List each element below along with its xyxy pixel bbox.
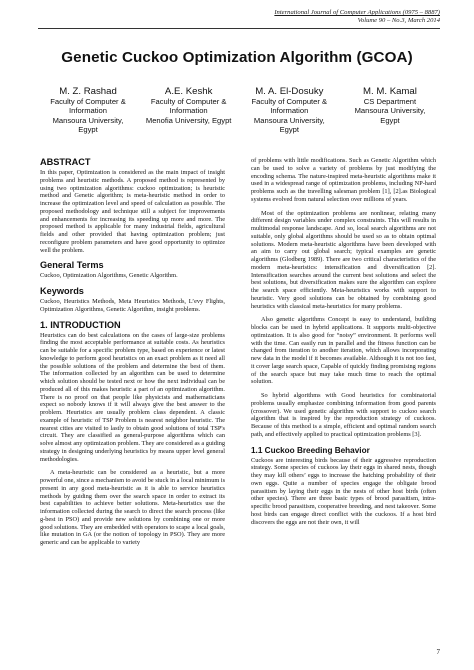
cuckoo-breeding-heading: 1.1 Cuckoo Breeding Behavior bbox=[251, 445, 370, 455]
author-affiliation-line: CS Department bbox=[363, 97, 417, 106]
author-block bbox=[40, 86, 438, 134]
abstract-heading: ABSTRACT bbox=[40, 157, 91, 167]
journal-volume: Volume 90 – No.3, March 2014 bbox=[357, 17, 440, 24]
header-divider bbox=[38, 28, 440, 29]
author-affiliation-line: Mansoura University, bbox=[354, 106, 426, 116]
author-name: A.E. Keshk bbox=[164, 86, 213, 97]
author-affiliation-line: Egypt bbox=[279, 124, 300, 134]
left-column bbox=[40, 157, 225, 547]
general-terms-heading: General Terms bbox=[40, 260, 104, 271]
abstract-text: In this paper, Optimization is considered as the main impact of insight problems and heuristic methods. A proposed method is represented by using two optimization algorithms: cuckoo optimization; is heuristic method and Genetic algorithm; is meta-heuristic method in order to increase the optimization level and speed of calculation as possible. The proposed methodology and technique still a subject for improvements and enhancements for increasing its speeding up more and more. The proposed method is applicable for many industrial fields, agricultural fields and other provided that having optimization problem; just reconfigure problem parameters and have good opportunity to optimize well the problem. bbox=[40, 169, 225, 254]
page-number: 7 bbox=[436, 648, 440, 656]
body-paragraph: of problems with little modifications. Such as Genetic Algorithm which can be used to solve a variety of problems by just modifying the encoding schema. The nature-inspired meta-heuristic algorithms make it used in a widespread range of optimization problems, including NP-hard problems such as the travelling salesman problem [1], [2].as Biological systems evolved from natural selection over millions of years. bbox=[251, 157, 436, 203]
author bbox=[40, 86, 136, 134]
introduction-paragraph: Heuristics can do best calculations on the cases of large-size problems finding the most acceptable performance at suitable costs. As heuristics can be suitable for a specific problem type, based on experience or latest knowledge to perform good heuristics on an exact problem as it need all the possible solutions of the problem and determine the best of them. The information collected by an algorithm can be used to determine which solution should be tested next or how the next individual can be produced all of this makes heuristic a part of an optimization algorithm. There is no proof on that people like physicists and mathematicians expect so nobody knows if it will always give the best answer to the problem. Heuristics are usually problem class dependent. A classic example of heuristic of TSP Problem is nearest neighbor heuristic. The nearest cities are visited to lastly to obtain good solutions of total TSP's circuit. They are classified as general-purpose algorithms which can solve almost any optimization problem. They are considered as a guiding strategy in designing underlying heuristics by means upper level general methodologies. bbox=[40, 331, 225, 463]
paper-title: Genetic Cuckoo Optimization Algorithm (GCOA) bbox=[61, 49, 413, 66]
body-paragraph: So hybrid algorithms with Good heuristics for combinatorial problems usually emphasize combining information from good parents (crossover). We used genetic algorithm with support to cuckoo search algorithm that is inspired by the reproduction strategy of cuckoos. Because of this method is a simple, efficient and optimal random search path, and effectively applied to practical optimization problems [3]. bbox=[251, 392, 436, 438]
author-affiliation-line: Egypt bbox=[78, 124, 98, 134]
introduction-heading: 1. INTRODUCTION bbox=[40, 319, 121, 330]
author-affiliation-line: Faculty of Computer & bbox=[251, 97, 328, 106]
cuckoo-breeding-text: Cuckoos are interesting birds because of their aggressive reproduction strategy. Some species of cuckoos lay their eggs in shared nests, though they may kill others’ eggs to increase the hatching probability of their own eggs. Quite a number of species engage the obligate brood parasitism by laying their eggs in the nests of other host birds (often other species). There are three basic types of brood parasitism, intra-specific brood parasitism, cooperative breeding, and nest takeover. Some host birds can engage direct conflict with the cuckoos. If a host bird discovers the eggs are not their own, it will bbox=[251, 456, 436, 526]
author-affiliation-line: Egypt bbox=[380, 115, 400, 125]
author-affiliation-line: Information bbox=[270, 106, 309, 116]
author-affiliation-line: Information bbox=[69, 106, 107, 116]
author-name: M. A. El-Dosuky bbox=[255, 86, 324, 97]
general-terms-text: Cuckoo, Optimization Algorithms, Genetic Algorithm. bbox=[40, 272, 178, 280]
body-paragraph: Most of the optimization problems are nonlinear, relating many different design variables under complex constraints. This will results in multimodal response landscape. And so, local search algorithms are not suitable, only global algorithms should be used so as to obtain optimal solutions. Modern meta-heuristic algorithms have been developed with an aim to carry out global search; typical examples are genetic algorithms (Glodberg 1989). There are two critical characteristics of the modern meta-heuristics: intensification and diversification [2]. Intensification searches around the current best solutions and select the best solutions, but diversification makes sure the algorithm can explore the search space efficiently. Meta-heuristics works with support to heuristic. Very good solutions can be obtained by combining good heuristics with classical meta-heuristics for many problems. bbox=[251, 209, 436, 310]
author bbox=[141, 86, 237, 134]
body-paragraph: Also genetic algorithms Concept is easy to understand, building blocks can be used in hybrid applications. It supports multi-objective optimization. It is also good for “noisy” environment. It performs well with the time. Can easily run in parallel and the fitness function can be changed from iteration to another iteration, which allows incorporating new data in the model if it becomes available. Although it is not too fast, it cover large search space, Capable of quickly finding promising regions of the search space but may take much time to reach the optimal solution. bbox=[251, 316, 436, 386]
author-affiliation-line: Mansoura University, bbox=[52, 115, 124, 125]
author-name: M. M. Kamal bbox=[363, 86, 417, 97]
author-name: M. Z. Rashad bbox=[59, 86, 117, 97]
author-affiliation-line: Menofia University, Egypt bbox=[145, 115, 232, 125]
journal-header bbox=[274, 9, 440, 25]
introduction-paragraph: A meta-heuristic can be considered as a heuristic, but a more powerful one, since a mechanism to avoid be stuck in a local minimum is present in any good meta-heuristic as it is able to service heuristics methods by guiding them over the search space in order to extract its best capabilities to achieve better solutions. Meta-heuristics use the information collected during the search to direct the search process (like g-best in PSO) and provide new solutions by combining one or more good solutions. They are embedded with operators to scape a local goals, like mutation in GA (or the notion of topology in PSO). They are more generic and can be applicable to variety bbox=[40, 469, 226, 546]
author-affiliation-line: Information bbox=[169, 106, 208, 116]
author bbox=[241, 86, 337, 134]
right-column bbox=[251, 157, 436, 526]
keywords-heading: Keywords bbox=[40, 286, 84, 296]
journal-name: International Journal of Computer Applications (0975 – 8887) bbox=[274, 9, 440, 16]
author-affiliation-line: Faculty of Computer & bbox=[150, 97, 227, 106]
author-affiliation-line: Faculty of Computer & bbox=[50, 97, 126, 106]
author bbox=[342, 86, 438, 134]
keywords-text: Cuckoo, Heuristics Methods, Meta Heuristics Methods, L’evy Flights, Optimization Algorithms, Genetic Algorithm, insight problems. bbox=[40, 298, 225, 313]
author-affiliation-line: Mansoura University, bbox=[253, 115, 325, 125]
